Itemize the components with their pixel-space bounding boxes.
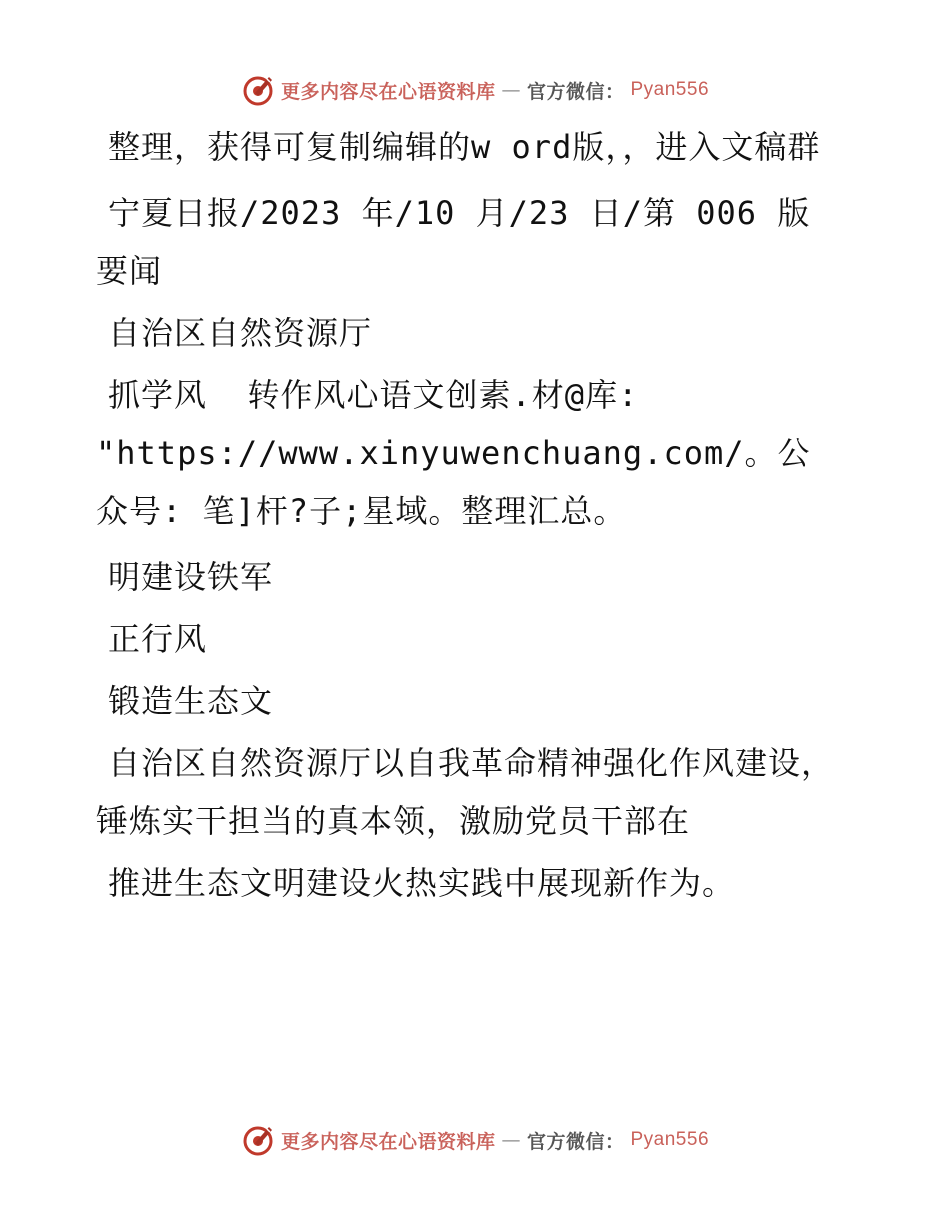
document-body xyxy=(96,118,836,920)
watermark-main-text: 更多内容尽在心语资料库 xyxy=(280,1130,496,1153)
paragraph-source: 宁夏日报/2023 年/10 月/23 日/第 006 版要闻 xyxy=(96,194,811,290)
paragraph-headline-4: 锻造生态文 xyxy=(108,682,274,720)
footer-watermark xyxy=(0,1120,950,1160)
watermark-wechat-label: 官方微信： xyxy=(526,1130,625,1153)
watermark-wechat-id: Pyan556 xyxy=(630,79,710,100)
paragraph-lead: 自治区自然资源厅以自我革命精神强化作风建设，锤炼实干担当的真本领，激励党员干部在 xyxy=(96,744,835,840)
watermark-separator: — xyxy=(501,79,521,101)
pen-logo-icon xyxy=(241,73,275,107)
paragraph-headline-1: 抓学风 转作风心语文创素.材@库: "https://www.xinyuwenchuang.com/。公众号: 笔]杆?子;星域。整理汇总。 xyxy=(96,376,811,530)
header-watermark xyxy=(0,70,950,110)
paragraph-intro: 整理，获得可复制编辑的w ord版，，进入文稿群 xyxy=(108,128,821,166)
paragraph-headline-3: 正行风 xyxy=(108,620,208,658)
paragraph-department: 自治区自然资源厅 xyxy=(108,314,373,352)
watermark-wechat-label: 官方微信： xyxy=(526,80,625,103)
paragraph-headline-2: 明建设铁军 xyxy=(108,558,274,596)
pen-logo-icon xyxy=(241,1123,275,1157)
watermark-main-text: 更多内容尽在心语资料库 xyxy=(280,80,496,103)
watermark-separator: — xyxy=(501,1129,521,1151)
paragraph-lead-continued: 推进生态文明建设火热实践中展现新作为。 xyxy=(108,864,736,902)
watermark-wechat-id: Pyan556 xyxy=(630,1129,710,1150)
